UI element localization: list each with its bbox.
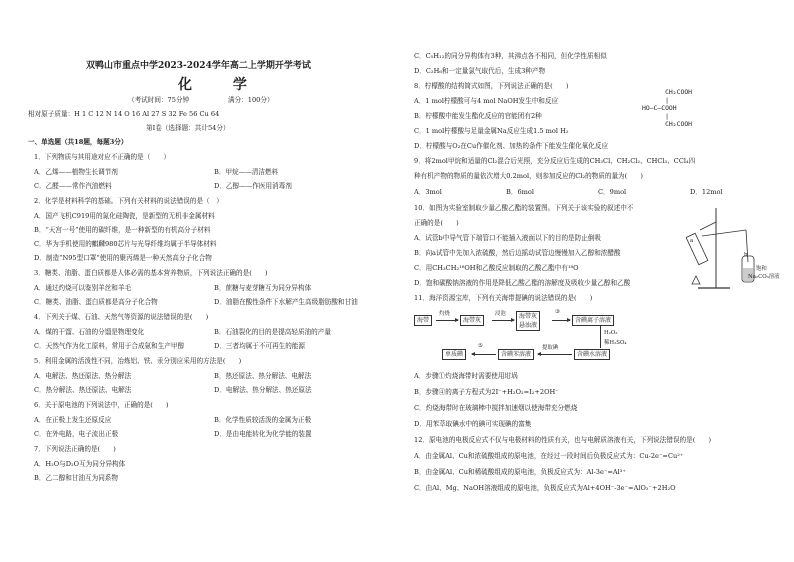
question-6: 6．关于原电池的下列说法中，正确的是( ): [34, 401, 169, 409]
q10-option-b: B．向a试管中先加入浓硫酸，然后边摇动试管边慢慢加入乙醇和浓醋酸: [414, 249, 621, 257]
q10-option-a: A．试管b中导气管下端管口不能插入液面以下的目的是防止倒吸: [414, 234, 602, 242]
q8-option-a: A．1 mol柠檬酸可与4 mol NaOH发生中和反应: [414, 97, 559, 105]
flow-step-burn: 灼烧: [439, 311, 450, 317]
flow-step-soak: 浸泡: [495, 311, 506, 317]
q3-option-c: C．糖类、油脂、蛋白质都是高分子化合物: [34, 298, 158, 306]
flow-arrow-2: [492, 320, 514, 321]
section-heading: 第Ⅰ卷（选择题：共计54分）: [146, 124, 230, 132]
q6-option-a: A．在正极上发生还原反应: [34, 416, 112, 424]
flow-arrow-4: [538, 354, 572, 355]
structure-line-5: CH₂COOH: [642, 120, 693, 128]
q7-option-c: C．C₅H₁₂的同分异构体有3种，其沸点各不相同，但化学性质相似: [414, 52, 607, 60]
q5-option-a: A．电解法、热还原法、热分解法: [34, 372, 132, 380]
q4-option-b: B．石油裂化的目的是提高轻质油的产量: [214, 328, 331, 336]
q8-option-b: B．柠檬酸中能发生酯化反应的官能团有2种: [414, 112, 542, 120]
q11-option-c: C．灼烧海带时在玻璃棒中搅拌加速烟以使海带充分燃烧: [414, 404, 578, 412]
q3-option-b: B．蔗糖与麦芽糖互为同分异构体: [214, 284, 312, 292]
question-4: 4．下列关于煤、石油、天然气等资源的说法错误的是( ): [34, 313, 209, 321]
q9-option-c: C．9mol: [598, 188, 627, 196]
q7-option-b: B．乙二醇和甘油互为同系物: [34, 474, 118, 482]
q1-option-d: D．乙醇——作医用消毒剂: [214, 182, 292, 190]
q6-option-b: B．化学性质较活泼的金属为正极: [214, 416, 312, 424]
question-7: 7．下列说法正确的是( ): [34, 445, 116, 453]
structure-line-1: CH₂COOH: [642, 88, 693, 96]
question-1: 1．下列物质与其用途对应不正确的是（ ）: [34, 153, 171, 161]
question-5: 5．利用金属的活泼性不同，冶炼铝、铁、汞分别应采用的方法是( ): [34, 357, 242, 365]
question-11: 11．海洋资源宝库，下列有关海带提碘的说法错误的是( ): [414, 294, 593, 302]
q1-option-a: A．乙烯——植物生长调节剂: [34, 168, 118, 176]
apparatus-label-saturated: 饱和: [756, 266, 767, 272]
subject-title: 化 学: [178, 77, 265, 93]
question-10-line-1: 10．如图为实验室制取少量乙酸乙酯的装置图。下列关于该实验的叙述中不: [414, 204, 634, 212]
flow-box-suspension: 海带灰 悬浊液: [516, 311, 540, 331]
q12-option-a: A．由金属Al、Cu和浓硫酸组成的原电池，在经过一段时间后负极反应式为：Cu-2e⁻=Cu²⁺: [414, 452, 684, 460]
q3-option-d: D．油脂在酸性条件下水解产生高级脂肪酸和甘油: [214, 298, 358, 306]
flow-arrow-1: [436, 320, 458, 321]
q6-option-d: D．是由电能转化为化学能的装置: [214, 430, 312, 438]
time-info: （考试时间：75分钟: [128, 96, 190, 104]
q2-option-d: D．制造“N95型口罩”使用的聚丙烯是一种天然高分子化合物: [34, 254, 212, 262]
q2-option-c: C．华为手机使用的麒麟980芯片与光导纤维均属于半导体材料: [34, 240, 217, 248]
flow-box-iodine-water: 含碘水溶液: [574, 349, 610, 360]
question-10-line-2: 正确的是( ): [414, 219, 459, 227]
structure-line-4: |: [642, 112, 669, 120]
q2-option-b: B．“天宫一号”使用的碳纤维，是一种新型的有机高分子材料: [34, 226, 211, 234]
q3-option-a: A．通过灼烧可以鉴别羊丝和羊毛: [34, 284, 132, 292]
q5-option-b: B．热还原法、热分解法、电解法: [214, 372, 312, 380]
q4-option-d: D．三者均属于不可再生的能源: [214, 342, 306, 350]
q4-option-c: C．天然气作为化工原料，常用于合成氨和生产甲醇: [34, 342, 185, 350]
apparatus-label-solution: Na₂CO₃溶液: [748, 274, 780, 280]
flow-reagent-h2o2: H₂O₂: [604, 330, 618, 336]
q5-option-d: D．电解法、热分解法、热还原法: [214, 386, 312, 394]
apparatus-label-b: b: [744, 252, 748, 258]
flow-arrow-3: [552, 320, 570, 321]
structure-line-3: HO—C—COOH: [642, 104, 677, 112]
q11-option-d: D．用苯萃取碘水中的碘可实现碘的富集: [414, 420, 532, 428]
flow-down-line: [600, 326, 601, 348]
flow-box-iodine: 单质碘: [442, 349, 466, 360]
flow-reagent-acid: 稀H₂SO₄: [604, 340, 627, 346]
q11-option-a: A．步骤①灼烧海带时需要使用坩埚: [414, 372, 518, 380]
structure-line-2: |: [642, 96, 669, 104]
atomic-mass-line: 相对原子质量：H 1 C 12 N 14 O 16 Al 27 S 32 Fe 56 Cu 64: [28, 110, 220, 118]
q12-option-c: C．由Al、Mg、NaOH溶液组成的原电池，负极反应式为Al+4OH⁻-3e⁻=AlO₂⁻+2H₂O: [414, 484, 676, 492]
q5-option-c: C．热分解法、热还原法、电解法: [34, 386, 132, 394]
q6-option-c: C．在外电路，电子流出正极: [34, 430, 119, 438]
q8-option-c: C．1 mol柠檬酸与足量金属Na反应生成1.5 mol H₂: [414, 127, 569, 135]
q10-option-c: C．用CH₃CH₂¹⁸OH和乙酸反应制取的乙酸乙酯中有¹⁸O: [414, 264, 579, 272]
q1-option-b: B．甲烷——清洁燃料: [214, 168, 279, 176]
q1-option-c: C．乙醛——常作汽油燃料: [34, 182, 112, 190]
q9-option-d: D．12mol: [690, 188, 723, 196]
flow-box-ash: 海带灰: [460, 315, 484, 326]
flow-box-iodide-solution: 含碘离子溶液: [572, 315, 614, 326]
q4-option-a: A．煤的干馏、石油的分馏是物理变化: [34, 328, 145, 336]
exam-title: 双鸭山市重点中学2023-2024学年高二上学期开学考试: [86, 61, 311, 71]
flow-box-benzene-solution: 含碘苯溶液: [498, 349, 534, 360]
q2-option-a: A．国产飞机C919用的氮化硅陶瓷，是新型的无机非金属材料: [34, 212, 215, 220]
ester-apparatus-diagram: [686, 200, 782, 296]
question-9-line-2: 种有机产物的物质的量依次增大0.2mol，则参加反应的Cl₂的物质的量为( ): [414, 172, 643, 180]
q7-option-d: D．C₂H₆和一定量氯气取代后，生成3种产物: [414, 67, 546, 75]
q7-option-a: A．H₂O与D₂O互为同分异构体: [34, 460, 126, 468]
q9-option-b: B．6mol: [506, 188, 534, 196]
part-heading: 一、单选题（共18题，每题3分）: [28, 138, 128, 146]
flow-step-3: ③: [555, 309, 560, 315]
flow-step-extract: 提取碘: [542, 345, 559, 351]
q9-option-a: A．3mol: [414, 188, 442, 196]
q8-option-d: D．柠檬酸与O₂在Cu作催化剂、加热的条件下能发生催化氧化反应: [414, 142, 609, 150]
question-2: 2．化学是材料科学的基础。下列有关材料的说法错误的是（ ）: [34, 197, 223, 205]
question-9-line-1: 9．将2mol甲烷和适量的Cl₂混合后光照，充分反应后生成的CH₃Cl、CH₂Cl₂、CHCl₃、CCl₄四: [414, 157, 696, 165]
score-info: 满分：100分）: [228, 96, 274, 104]
q10-option-d: D．饱和碳酸钠溶液的作用是降低乙酸乙酯的溶解度及吸收少量乙醇和乙酸: [414, 279, 631, 287]
q12-option-b: B．由金属Al、Cu和稀硫酸组成的原电池，负极反应式为：Al-3e⁻=Al³⁺: [414, 468, 626, 476]
question-12: 12．原电池的电极反应式不仅与电极材料的性质有关，也与电解质溶液有关，下列说法错误的是( ): [414, 436, 712, 444]
flow-step-5: ⑤: [478, 343, 483, 349]
question-3: 3．糖类、油脂、蛋白质都是人体必需的基本营养物质，下列说法正确的是( ): [34, 269, 268, 277]
flow-arrow-5: [472, 354, 496, 355]
apparatus-label-a: a: [690, 238, 694, 244]
question-8: 8．柠檬酸的结构简式如图，下列说法正确的是( ): [414, 82, 569, 90]
flow-box-kelp: 海带: [414, 315, 432, 326]
q11-option-b: B．步骤④的离子方程式为2I⁻+H₂O₂=I₂+2OH⁻: [414, 388, 559, 396]
